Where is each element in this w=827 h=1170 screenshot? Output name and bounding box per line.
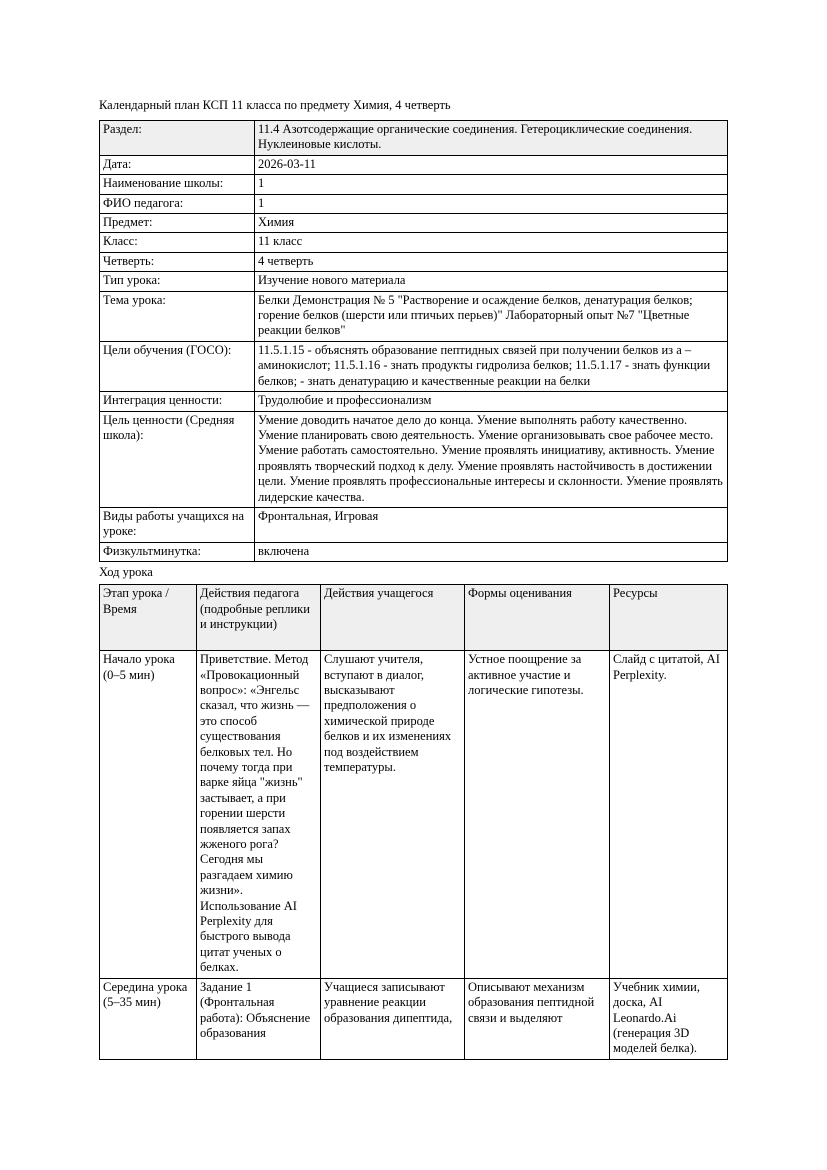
lesson-info-table — [99, 120, 728, 562]
flow-teacher-actions: Приветствие. Метод «Провокационный вопрос»: «Энгельс сказал, что жизнь — это способ существования белковых тел. Но почему тогда при варке яйца "жизнь" застывает, а при горении шерсти появляется запах жженого рога? Сегодня мы разгадаем химию жизни». Использование AI Perplexity для быстрого вывода цитат ученых о белках. — [197, 651, 321, 979]
info-value: 11.4 Азотсодержащие органические соединения. Гетероциклические соединения. Нуклеиновые кислоты. — [255, 121, 728, 156]
info-value: Химия — [255, 214, 728, 233]
info-label: Тип урока: — [100, 272, 255, 291]
lesson-flow-table — [99, 584, 728, 1060]
table-header-row — [100, 585, 728, 651]
column-header-student-actions: Действия учащегося — [321, 585, 465, 651]
info-value: 4 четверть — [255, 252, 728, 271]
info-label: Дата: — [100, 155, 255, 174]
column-header-assessment-forms: Формы оценивания — [465, 585, 610, 651]
info-value: Трудолюбие и профессионализм — [255, 392, 728, 411]
column-header-stage: Этап урока / Время — [100, 585, 197, 651]
lesson-flow-head — [100, 585, 728, 651]
info-value: 11.5.1.15 - объяснять образование пептидных связей при получении белков из а – аминокислот; 11.5.1.16 - знать продукты гидролиза белков; 11.5.1.17 - знать функции белков; - знать денатурацию и качественные реакции на белки — [255, 341, 728, 391]
info-value: Фронтальная, Игровая — [255, 507, 728, 542]
flow-stage: Середина урока (5–35 мин) — [100, 978, 197, 1059]
table-row — [100, 978, 728, 1059]
table-row — [100, 651, 728, 979]
lesson-flow-body — [100, 651, 728, 1060]
info-label: Наименование школы: — [100, 175, 255, 194]
info-label: Интеграция ценности: — [100, 392, 255, 411]
flow-student-actions: Слушают учителя, вступают в диалог, высказывают предположения о химической природе белков и их изменениях под воздействием температуры. — [321, 651, 465, 979]
info-label: Физкультминутка: — [100, 542, 255, 561]
page-title: Календарный план КСП 11 класса по предмету Химия, 4 четверть — [99, 98, 451, 112]
flow-student-actions: Учащиеся записывают уравнение реакции образования дипептида, — [321, 978, 465, 1059]
info-value: 11 класс — [255, 233, 728, 252]
info-label: Цель ценности (Средняя школа): — [100, 411, 255, 507]
table-row — [100, 121, 728, 156]
info-label: Класс: — [100, 233, 255, 252]
info-label: ФИО педагога: — [100, 194, 255, 213]
table-row — [100, 392, 728, 411]
info-label: Цели обучения (ГОСО): — [100, 341, 255, 391]
table-row — [100, 214, 728, 233]
info-value: Изучение нового материала — [255, 272, 728, 291]
column-header-teacher-actions: Действия педагога (подробные реплики и инструкции) — [197, 585, 321, 651]
table-row — [100, 291, 728, 341]
table-row — [100, 542, 728, 561]
flow-assessment: Устное поощрение за активное участие и логические гипотезы. — [465, 651, 610, 979]
flow-stage: Начало урока (0–5 мин) — [100, 651, 197, 979]
info-value: 1 — [255, 175, 728, 194]
info-label: Тема урока: — [100, 291, 255, 341]
table-row — [100, 175, 728, 194]
table-row — [100, 155, 728, 174]
info-value: 2026-03-11 — [255, 155, 728, 174]
lesson-info-body — [100, 121, 728, 562]
flow-teacher-actions: Задание 1 (Фронтальная работа): Объяснение образования — [197, 978, 321, 1059]
table-row — [100, 507, 728, 542]
table-row — [100, 341, 728, 391]
flow-resources: Учебник химии, доска, AI Leonardo.Ai (генерация 3D моделей белка). — [610, 978, 728, 1059]
table-row — [100, 233, 728, 252]
table-row — [100, 272, 728, 291]
info-label: Виды работы учащихся на уроке: — [100, 507, 255, 542]
info-value: Белки Демонстрация № 5 "Растворение и осаждение белков, денатурация белков; горение белков (шерсти или птичьих перьев)" Лабораторный опыт №7 "Цветные реакции белков" — [255, 291, 728, 341]
lesson-flow-heading: Ход урока — [99, 565, 153, 580]
info-label: Четверть: — [100, 252, 255, 271]
info-value: 1 — [255, 194, 728, 213]
info-label: Раздел: — [100, 121, 255, 156]
info-label: Предмет: — [100, 214, 255, 233]
column-header-resources: Ресурсы — [610, 585, 728, 651]
flow-assessment: Описывают механизм образования пептидной связи и выделяют — [465, 978, 610, 1059]
info-value: Умение доводить начатое дело до конца. Умение выполнять работу качественно. Умение планировать свою деятельность. Умение организовывать свое рабочее место. Умение работать самостоятельно. Умение проявлять инициативу, активность. Умение проявлять творческий подход к делу. Умение проявлять настойчивость в достижении цели. Умение проявлять профессиональные интересы и склонности. Умение проявлять лидерские качества. — [255, 411, 728, 507]
table-row — [100, 411, 728, 507]
table-row — [100, 252, 728, 271]
info-value: включена — [255, 542, 728, 561]
table-row — [100, 194, 728, 213]
flow-resources: Слайд с цитатой, AI Perplexity. — [610, 651, 728, 979]
